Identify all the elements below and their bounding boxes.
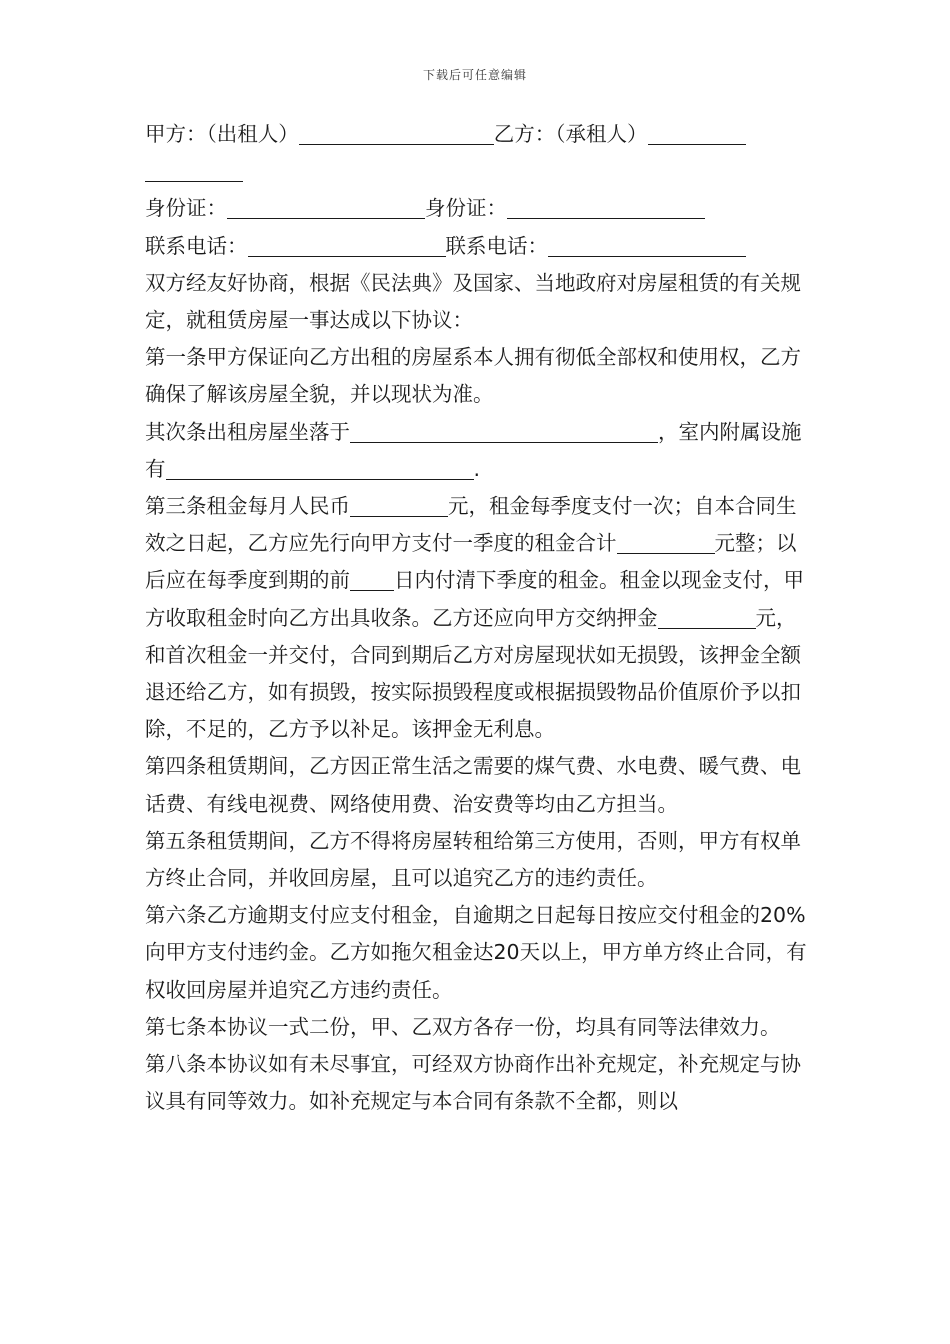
deposit-blank[interactable] <box>658 602 756 629</box>
party-b-phone-label: 联系电话： <box>445 233 548 258</box>
party-a-name-blank[interactable] <box>299 118 494 145</box>
party-a-phone-blank[interactable] <box>248 230 446 257</box>
party-b-id-label: 身份证： <box>425 196 507 221</box>
property-address-blank[interactable] <box>350 416 658 443</box>
party-b-label: 乙方：（承租人） <box>493 122 648 146</box>
party-b-name-blank-cont[interactable] <box>145 155 243 182</box>
id-line <box>145 190 815 227</box>
clause-4: 第四条租赁期间，乙方因正常生活之需要的煤气费、水电费、暖气费、电话费、有线电视费、网络使用费、治安费等均由乙方担当。 <box>145 754 801 816</box>
party-b-name-blank[interactable] <box>648 118 746 145</box>
contract-body <box>145 116 815 1120</box>
party-a-id-label: 身份证： <box>145 196 227 221</box>
clause-3-text-1: 第三条租金每月人民币 <box>145 494 350 519</box>
clause-2 <box>145 414 815 488</box>
clause-6: 第六条乙方逾期支付应支付租金，自逾期之日起每日按应交付租金的20%向甲方支付违约金。乙方如拖欠租金达20天以上，甲方单方终止合同，有权收回房屋并追究乙方违约责任。 <box>145 903 807 1002</box>
clause-2-text-1: 其次条出租房屋坐落于 <box>145 419 350 444</box>
party-b-id-blank[interactable] <box>507 192 705 219</box>
clause-3-text-5: 元，和首次租金一并交付，合同到期后乙方对房屋现状如无损毁，该押金全额退还给乙方，如有损毁，按实际损毁程度或根据损毁物品价值原价予以扣除，不足的，乙方予以补足。该押金无利息。 <box>145 605 801 742</box>
clause-3-text-4: 日内付清下季度的租金。租金以现金支付，甲方收取租金时向乙方出具收条。乙方还应向甲方交纳押金 <box>145 568 804 630</box>
clause-1: 第一条甲方保证向乙方出租的房屋系本人拥有彻低全部权和使用权，乙方确保了解该房屋全貌，并以现状为准。 <box>145 345 801 407</box>
header-note: 下载后可任意编辑 <box>422 68 527 82</box>
clause-2-text-3: . <box>473 456 481 481</box>
party-a-phone-label: 联系电话： <box>145 233 248 258</box>
clause-3 <box>145 488 815 748</box>
clause-5: 第五条租赁期间，乙方不得将房屋转租给第三方使用，否则，甲方有权单方终止合同，并收回房屋，且可以追究乙方的违约责任。 <box>145 828 801 891</box>
clause-8: 第八条本协议如有未尽事宜，可经双方协商作出补充规定，补充规定与协议具有同等效力。如补充规定与本合同有条款不全都，则以 <box>145 1052 801 1114</box>
party-names-line <box>145 116 815 190</box>
clause-7: 第七条本协议一式二份，甲、乙双方各存一份，均具有同等法律效力。 <box>145 1014 781 1039</box>
monthly-rent-blank[interactable] <box>350 490 448 517</box>
party-a-id-blank[interactable] <box>227 192 425 219</box>
phone-line <box>145 228 815 265</box>
clause-3-text-3: 元整；以后应在每季度到期的前 <box>145 531 797 593</box>
party-a-label: 甲方：（出租人） <box>145 122 299 146</box>
clause-2-text-2: ，室内附属设施有 <box>145 419 802 481</box>
clause-3-text-2: 元，租金每季度支付一次；自本合同生效之日起，乙方应先行向甲方支付一季度的租金合计 <box>145 494 797 556</box>
intro-paragraph: 双方经友好协商，根据《民法典》及国家、当地政府对房屋租赁的有关规定，就租赁房屋一事达成以下协议： <box>145 270 801 333</box>
quarter-rent-total-blank[interactable] <box>617 527 715 554</box>
party-b-phone-blank[interactable] <box>548 230 746 257</box>
facilities-blank[interactable] <box>166 453 474 480</box>
payment-days-blank[interactable] <box>350 564 394 591</box>
